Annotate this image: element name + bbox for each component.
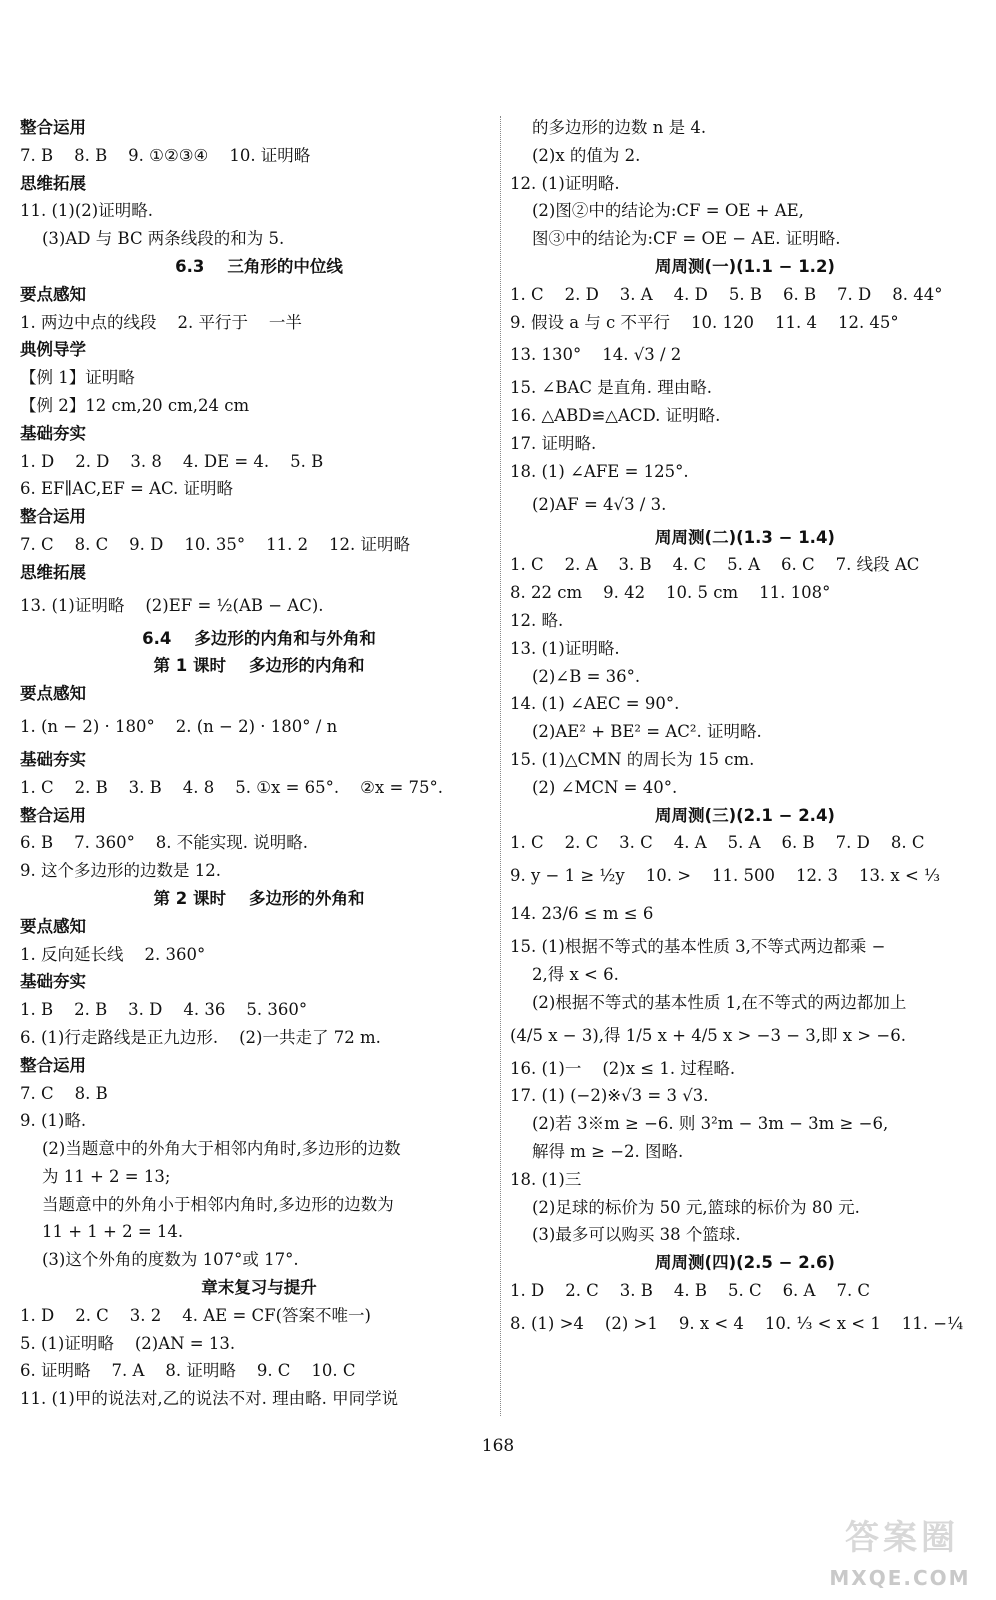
- answer-line: (2)AE² + BE² = AC². 证明略.: [532, 722, 762, 742]
- right-column: [510, 114, 980, 1343]
- page-number: 168: [481, 1436, 515, 1456]
- answer-line: 当题意中的外角小于相邻内角时,多边形的边数为: [42, 1194, 394, 1214]
- answer-line: 5. (1)证明略 (2)AN = 13.: [20, 1333, 236, 1353]
- answer-line: (2)根据不等式的基本性质 1,在不等式的两边都加上: [532, 992, 907, 1012]
- answer-line: 12. 略.: [510, 610, 564, 630]
- section-heading: 思维拓展: [20, 173, 86, 193]
- answer-line: (3)最多可以购买 38 个篮球.: [532, 1225, 741, 1245]
- answer-line: 6. (1)行走路线是正九边形. (2)一共走了 72 m.: [20, 1027, 381, 1047]
- section-title: 周周测(三)(2.1 − 2.4): [655, 805, 835, 825]
- section-heading: 要点感知: [20, 284, 86, 304]
- answer-line: 7. B 8. B 9. ①②③④ 10. 证明略: [20, 145, 311, 165]
- answer-line: 9. 这个多边形的边数是 12.: [20, 861, 221, 881]
- answer-line: 17. 证明略.: [510, 433, 597, 453]
- left-column: [20, 114, 498, 1413]
- answer-line: (2)x 的值为 2.: [532, 145, 641, 165]
- answer-line: 1. D 2. C 3. 2 4. AE = CF(答案不唯一): [20, 1305, 371, 1325]
- answer-line: 11. (1)甲的说法对,乙的说法不对. 理由略. 甲同学说: [20, 1389, 399, 1409]
- answer-line: (4/5 x − 3),得 1/5 x + 4/5 x > −3 − 3,即 x > −6.: [510, 1025, 906, 1045]
- answer-line: (2)∠B = 36°.: [532, 666, 641, 686]
- answer-line: 【例 1】证明略: [20, 368, 135, 388]
- answer-line: 【例 2】12 cm,20 cm,24 cm: [20, 395, 250, 415]
- answer-line: (2)当题意中的外角大于相邻内角时,多边形的边数: [42, 1139, 401, 1159]
- section-heading: 整合运用: [20, 805, 86, 825]
- section-heading: 整合运用: [20, 118, 86, 137]
- answer-line: (2)若 3※m ≥ −6. 则 3²m − 3m − 3m ≥ −6,: [532, 1114, 889, 1134]
- answer-line: 6. B 7. 360° 8. 不能实现. 说明略.: [20, 833, 309, 853]
- section-title: 章末复习与提升: [201, 1278, 317, 1298]
- answer-line: 18. (1)三: [510, 1169, 582, 1189]
- watermark: [820, 1516, 980, 1590]
- section-title: 周周测(四)(2.5 − 2.6): [655, 1253, 835, 1273]
- answer-line: 7. C 8. B: [20, 1083, 108, 1103]
- answer-line: 14. 23/6 ≤ m ≤ 6: [510, 904, 654, 924]
- section-title: 周周测(二)(1.3 − 1.4): [655, 527, 835, 547]
- section-title: 6.4 多边形的内角和与外角和: [142, 628, 376, 648]
- section-heading: 整合运用: [20, 507, 86, 527]
- answer-line: 6. EF∥AC,EF = AC. 证明略: [20, 479, 234, 499]
- section-heading: 整合运用: [20, 1055, 86, 1075]
- answer-line: 9. (1)略.: [20, 1111, 87, 1131]
- answer-line: 13. (1)证明略 (2)EF = ½(AB − AC).: [20, 595, 324, 615]
- answer-line: 为 11 + 2 = 13;: [42, 1166, 171, 1186]
- column-divider: [500, 116, 501, 1416]
- section-heading: 典例导学: [20, 340, 86, 360]
- answer-line: 1. D 2. C 3. B 4. B 5. C 6. A 7. C: [510, 1280, 871, 1300]
- answer-line: 的多边形的边数 n 是 4.: [532, 118, 707, 137]
- answer-line: 15. ∠BAC 是直角. 理由略.: [510, 378, 712, 398]
- answer-line: 9. 假设 a 与 c 不平行 10. 120 11. 4 12. 45°: [510, 312, 899, 332]
- answer-line: 1. 反向延长线 2. 360°: [20, 944, 206, 964]
- answer-line: 14. (1) ∠AEC = 90°.: [510, 694, 680, 714]
- answer-line: 1. 两边中点的线段 2. 平行于 一半: [20, 312, 302, 332]
- answer-line: (2) ∠MCN = 40°.: [532, 777, 678, 797]
- section-title: 第 2 课时 多边形的外角和: [153, 888, 365, 908]
- answer-line: 1. D 2. D 3. 8 4. DE = 4. 5. B: [20, 451, 324, 471]
- section-heading: 基础夯实: [20, 749, 86, 769]
- section-title: 6.3 三角形的中位线: [175, 256, 343, 276]
- answer-line: 16. △ABD≌△ACD. 证明略.: [510, 406, 721, 426]
- answer-line: 1. C 2. B 3. B 4. 8 5. ①x = 65°. ②x = 75°.: [20, 777, 444, 797]
- answer-line: 11 + 1 + 2 = 14.: [42, 1222, 184, 1242]
- section-heading: 基础夯实: [20, 972, 86, 992]
- answer-line: 1. C 2. C 3. C 4. A 5. A 6. B 7. D 8. C: [510, 833, 925, 853]
- answer-line: 8. (1) >4 (2) >1 9. x < 4 10. ⅓ < x < 1 11. −¼: [510, 1313, 964, 1333]
- answer-line: 6. 证明略 7. A 8. 证明略 9. C 10. C: [20, 1361, 356, 1381]
- answer-line: 11. (1)(2)证明略.: [20, 201, 153, 221]
- answer-line: 13. 130° 14. √3 / 2: [510, 345, 682, 365]
- answer-line: (3)这个外角的度数为 107°或 17°.: [42, 1250, 299, 1270]
- answer-line: (2)足球的标价为 50 元,篮球的标价为 80 元.: [532, 1197, 860, 1217]
- answer-line: 18. (1) ∠AFE = 125°.: [510, 461, 689, 481]
- section-title: 周周测(一)(1.1 − 1.2): [655, 256, 835, 276]
- answer-line: 15. (1)△CMN 的周长为 15 cm.: [510, 749, 755, 769]
- watermark-logo: 答案圈: [845, 1518, 959, 1558]
- answer-line: 8. 22 cm 9. 42 10. 5 cm 11. 108°: [510, 583, 831, 603]
- answer-line: (3)AD 与 BC 两条线段的和为 5.: [42, 229, 285, 249]
- answer-line: 13. (1)证明略.: [510, 638, 620, 658]
- answer-line: 12. (1)证明略.: [510, 173, 620, 193]
- answer-line: 15. (1)根据不等式的基本性质 3,不等式两边都乘 −: [510, 937, 886, 957]
- section-heading: 要点感知: [20, 916, 86, 936]
- answer-line: (2)图②中的结论为:CF = OE + AE,: [532, 201, 804, 221]
- answer-line: 1. C 2. A 3. B 4. C 5. A 6. C 7. 线段 AC: [510, 555, 920, 575]
- answer-line: (2)AF = 4√3 / 3.: [532, 494, 667, 514]
- section-heading: 基础夯实: [20, 423, 86, 443]
- answer-line: 9. y − 1 ≥ ½y 10. > 11. 500 12. 3 13. x < ⅓: [510, 866, 941, 886]
- answer-line: 解得 m ≥ −2. 图略.: [532, 1141, 684, 1161]
- answer-line: 1. B 2. B 3. D 4. 36 5. 360°: [20, 1000, 308, 1020]
- answer-line: 16. (1)一 (2)x ≤ 1. 过程略.: [510, 1058, 736, 1078]
- answer-line: 2,得 x < 6.: [532, 964, 619, 984]
- answer-line: 图③中的结论为:CF = OE − AE. 证明略.: [532, 229, 841, 249]
- answer-line: 1. (n − 2) · 180° 2. (n − 2) · 180° / n: [20, 716, 338, 736]
- section-heading: 要点感知: [20, 684, 86, 704]
- answer-line: 1. C 2. D 3. A 4. D 5. B 6. B 7. D 8. 44°: [510, 284, 943, 304]
- section-heading: 思维拓展: [20, 562, 86, 582]
- watermark-site: MXQE.COM: [829, 1566, 971, 1590]
- section-title: 第 1 课时 多边形的内角和: [153, 656, 365, 676]
- answer-line: 17. (1) (−2)※√3 = 3 √3.: [510, 1086, 709, 1106]
- answer-line: 7. C 8. C 9. D 10. 35° 11. 2 12. 证明略: [20, 534, 411, 554]
